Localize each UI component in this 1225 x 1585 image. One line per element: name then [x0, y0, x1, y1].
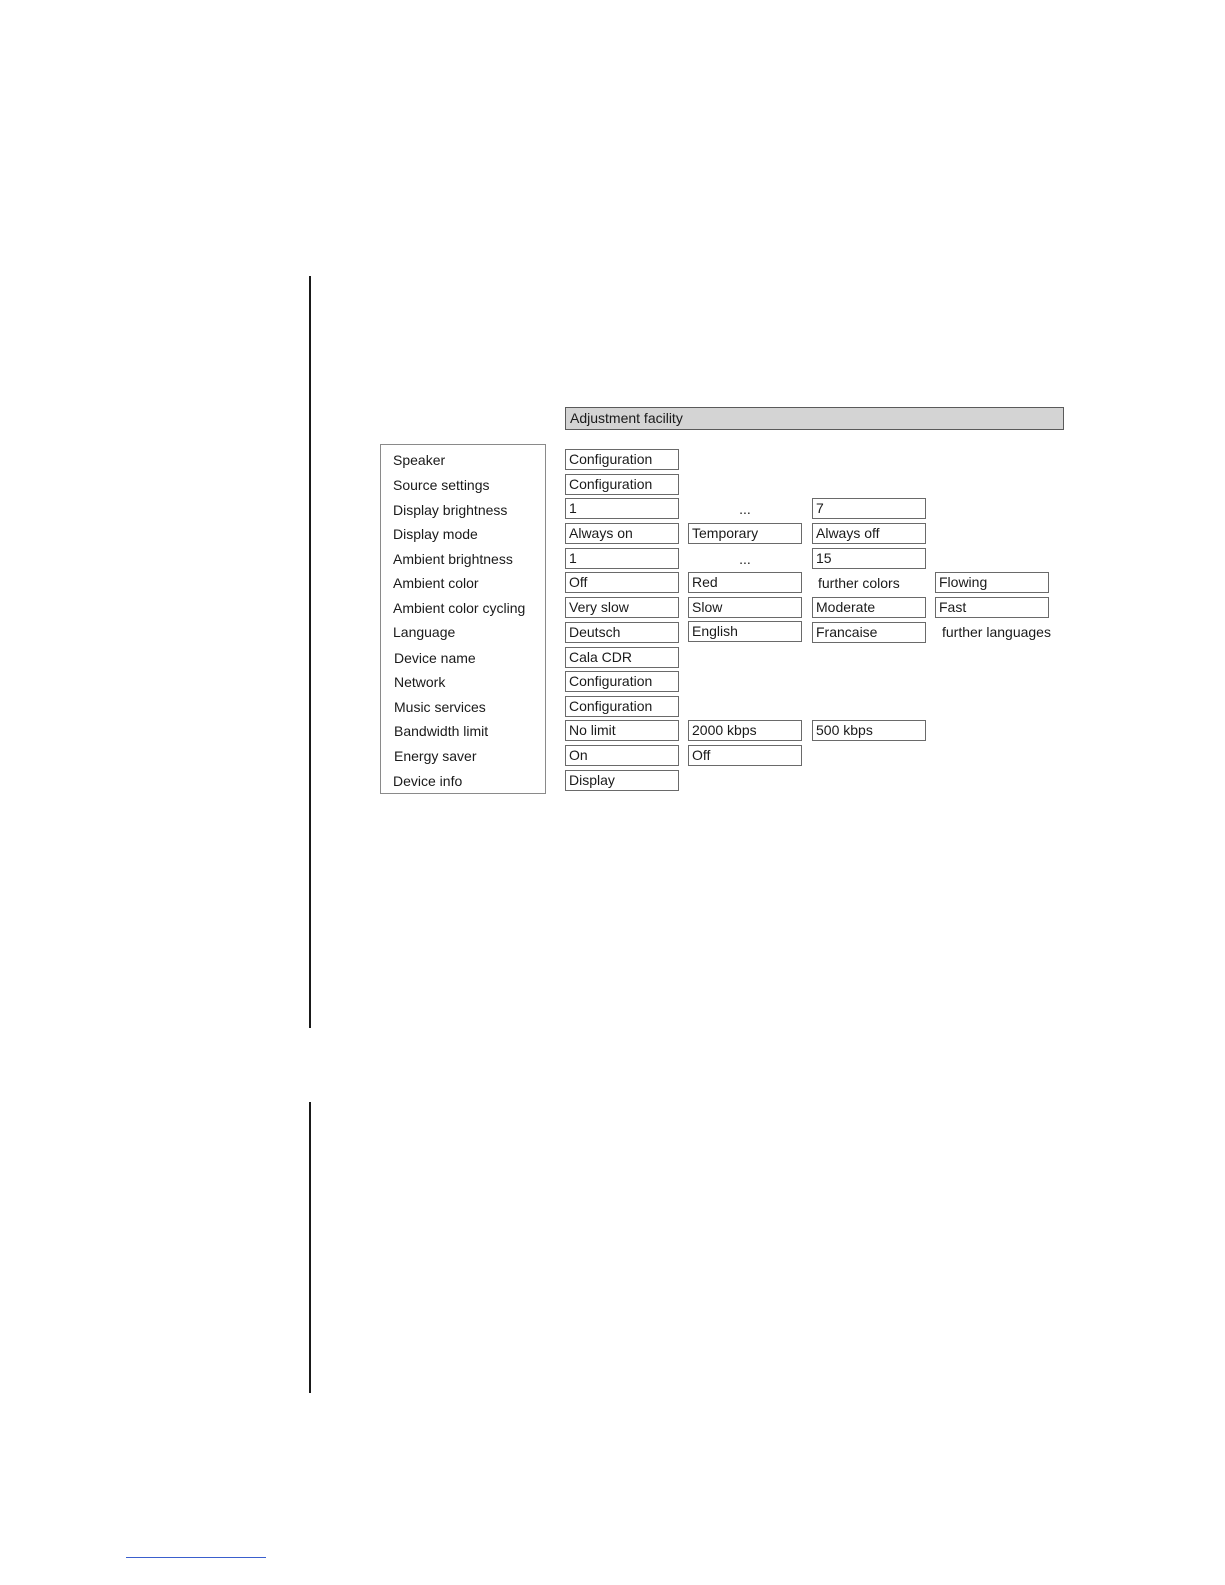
- menu-item-ambient-brightness: Ambient brightness: [393, 551, 513, 567]
- option-box: Configuration: [565, 696, 679, 717]
- option-box: Temporary: [688, 523, 802, 544]
- option-box: Configuration: [565, 671, 679, 692]
- option-box: English: [688, 621, 802, 642]
- menu-item-device-info: Device info: [393, 773, 463, 789]
- option-box: Fast: [935, 597, 1049, 618]
- option-text: further languages: [942, 624, 1051, 640]
- menu-item-device-name: Device name: [394, 650, 476, 666]
- option-box: Francaise: [812, 622, 926, 643]
- option-text: further colors: [818, 575, 900, 591]
- option-box: Deutsch: [565, 622, 679, 643]
- option-box: Very slow: [565, 597, 679, 618]
- option-box: Red: [688, 572, 802, 593]
- option-box: No limit: [565, 720, 679, 741]
- option-box: Always on: [565, 523, 679, 544]
- menu-item-ambient-color-cycling: Ambient color cycling: [393, 600, 526, 616]
- menu-items-panel: [380, 444, 546, 794]
- margin-bar-bottom: [309, 1102, 311, 1393]
- menu-item-language: Language: [393, 624, 456, 640]
- option-box: Always off: [812, 523, 926, 544]
- menu-item-energy-saver: Energy saver: [394, 748, 477, 764]
- option-box: Display: [565, 770, 679, 791]
- option-box: Off: [565, 572, 679, 593]
- menu-item-ambient-color: Ambient color: [393, 575, 479, 591]
- option-box: 500 kbps: [812, 720, 926, 741]
- margin-bar-top: [309, 276, 311, 1028]
- option-box: Moderate: [812, 597, 926, 618]
- option-box: 1: [565, 498, 679, 519]
- menu-item-display-brightness: Display brightness: [393, 502, 508, 518]
- option-box: Flowing: [935, 572, 1049, 593]
- option-box: Configuration: [565, 474, 679, 495]
- footer-rule: [126, 1557, 266, 1558]
- menu-item-display-mode: Display mode: [393, 526, 478, 542]
- option-box: 7: [812, 498, 926, 519]
- adjustment-facility-header: Adjustment facility: [565, 407, 1064, 430]
- option-box: 2000 kbps: [688, 720, 802, 741]
- option-ellipsis: ...: [739, 501, 751, 517]
- menu-item-network: Network: [394, 674, 446, 690]
- option-box: On: [565, 745, 679, 766]
- option-box: Off: [688, 745, 802, 766]
- option-ellipsis: ...: [739, 551, 751, 567]
- menu-item-source-settings: Source settings: [393, 477, 490, 493]
- option-box: Configuration: [565, 449, 679, 470]
- option-box: Slow: [688, 597, 802, 618]
- menu-item-music-services: Music services: [394, 699, 486, 715]
- option-box: Cala CDR: [565, 647, 679, 668]
- option-box: 15: [812, 548, 926, 569]
- option-box: 1: [565, 548, 679, 569]
- menu-item-speaker: Speaker: [393, 452, 446, 468]
- menu-item-bandwidth-limit: Bandwidth limit: [394, 723, 489, 739]
